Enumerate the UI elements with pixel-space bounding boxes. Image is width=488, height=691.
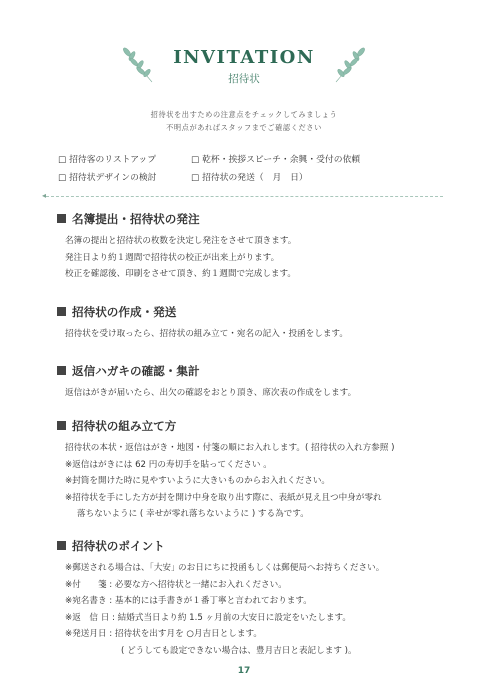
body-line: 招待状の本状・返信はがき・地図・付箋の順にお入れします。( 招待状の入れ方参照 ) xyxy=(65,443,395,453)
body-line: ※発送月日 : 招待状を出す月を ○月吉日とします。 xyxy=(65,629,262,639)
checklist xyxy=(58,151,448,187)
checklist-row xyxy=(58,169,448,187)
body-line: ※宛名書き : 基本的には手書きが１番丁寧と言われております。 xyxy=(65,596,312,606)
body-line: 返信はがきが届いたら、出欠の確認をおとり頂き、席次表の作成をします。 xyxy=(65,388,357,398)
section-body xyxy=(65,233,447,283)
page-subtitle: 招待状 xyxy=(228,73,260,85)
square-bullet-icon xyxy=(57,541,66,550)
section-body xyxy=(65,560,447,659)
checklist-item: □ 招待客のリストアップ xyxy=(58,155,157,165)
body-line: ※招待状を手にした方が封を開け中身を取り出す際に、表紙が見え且つ中身が零れ xyxy=(65,492,382,503)
page-title: INVITATION xyxy=(173,47,315,68)
section-title-text: 返信ハガキの確認・集計 xyxy=(72,364,200,378)
checklist-item: □ 招待状デザインの検討 xyxy=(58,173,157,183)
dashed-divider xyxy=(46,196,443,197)
intro-line: 招待状を出すための注意点をチェックしてみましょう xyxy=(150,110,338,119)
square-bullet-icon xyxy=(57,421,66,430)
section-title-text: 招待状の作成・発送 xyxy=(72,305,177,319)
body-line: ※郵送される場合は、｢大安｣ のお日にちに投函もしくは郵便局へお持ちください。 xyxy=(65,563,385,573)
section-reply xyxy=(57,364,447,402)
square-bullet-icon xyxy=(57,307,66,316)
section-create-send xyxy=(57,305,447,343)
section-order xyxy=(57,212,447,283)
square-bullet-icon xyxy=(57,214,66,223)
body-line: 発注日より約１週間で招待状の校正が出来上がります。 xyxy=(65,252,280,263)
page-number: 17 xyxy=(237,666,251,676)
body-line: ※封筒を開けた時に見やすいように大きいものからお入れください。 xyxy=(65,476,331,486)
body-line: ( どうしても設定できない場合は、豊月吉日と表記します )。 xyxy=(121,645,357,656)
section-title-text: 招待状の組み立て方 xyxy=(72,419,177,433)
checklist-item: □ 招待状の発送（ 月 日） xyxy=(191,173,308,183)
body-line: ※返信はがきには 62 円の寿切手を貼ってください 。 xyxy=(65,459,272,470)
intro-line: 不明点があればスタッフまでご確認ください xyxy=(166,123,322,132)
body-line: ※返 信 日 : 結婚式当日より約 1.5 ヶ月前の大安日に設定をいたします。 xyxy=(65,612,351,623)
checklist-item: □ 乾杯・挨拶スピーチ・余興・受付の依頼 xyxy=(191,155,361,165)
section-body xyxy=(65,385,447,402)
body-line: 招待状を受け取ったら、招待状の組み立て・宛名の記入・投函をします。 xyxy=(65,329,348,339)
section-title xyxy=(57,212,447,227)
section-title xyxy=(57,419,447,434)
body-line: 名簿の提出と招待状の枚数を決定し発注をさせて頂きます。 xyxy=(65,236,297,246)
section-title xyxy=(57,305,447,320)
body-line: 校正を確認後、印刷をさせて頂き、約１週間で完成します。 xyxy=(65,269,297,279)
section-title xyxy=(57,539,447,554)
section-body xyxy=(65,326,447,343)
section-body xyxy=(65,440,447,523)
checklist-row xyxy=(58,151,448,169)
section-assembly xyxy=(57,419,447,523)
section-title xyxy=(57,364,447,379)
square-bullet-icon xyxy=(57,366,66,375)
section-points xyxy=(57,539,447,659)
section-title-text: 名簿提出・招待状の発注 xyxy=(72,212,200,226)
body-line: ※付 箋 : 必要な方へ招待状と一緒にお入れください。 xyxy=(65,579,287,590)
arrow-left-icon: ◂ xyxy=(42,191,47,200)
section-title-text: 招待状のポイント xyxy=(72,539,165,553)
intro-text xyxy=(0,108,488,134)
body-line: 落ちないように ( 幸せが零れ落ちないように ) する為です。 xyxy=(77,509,309,519)
